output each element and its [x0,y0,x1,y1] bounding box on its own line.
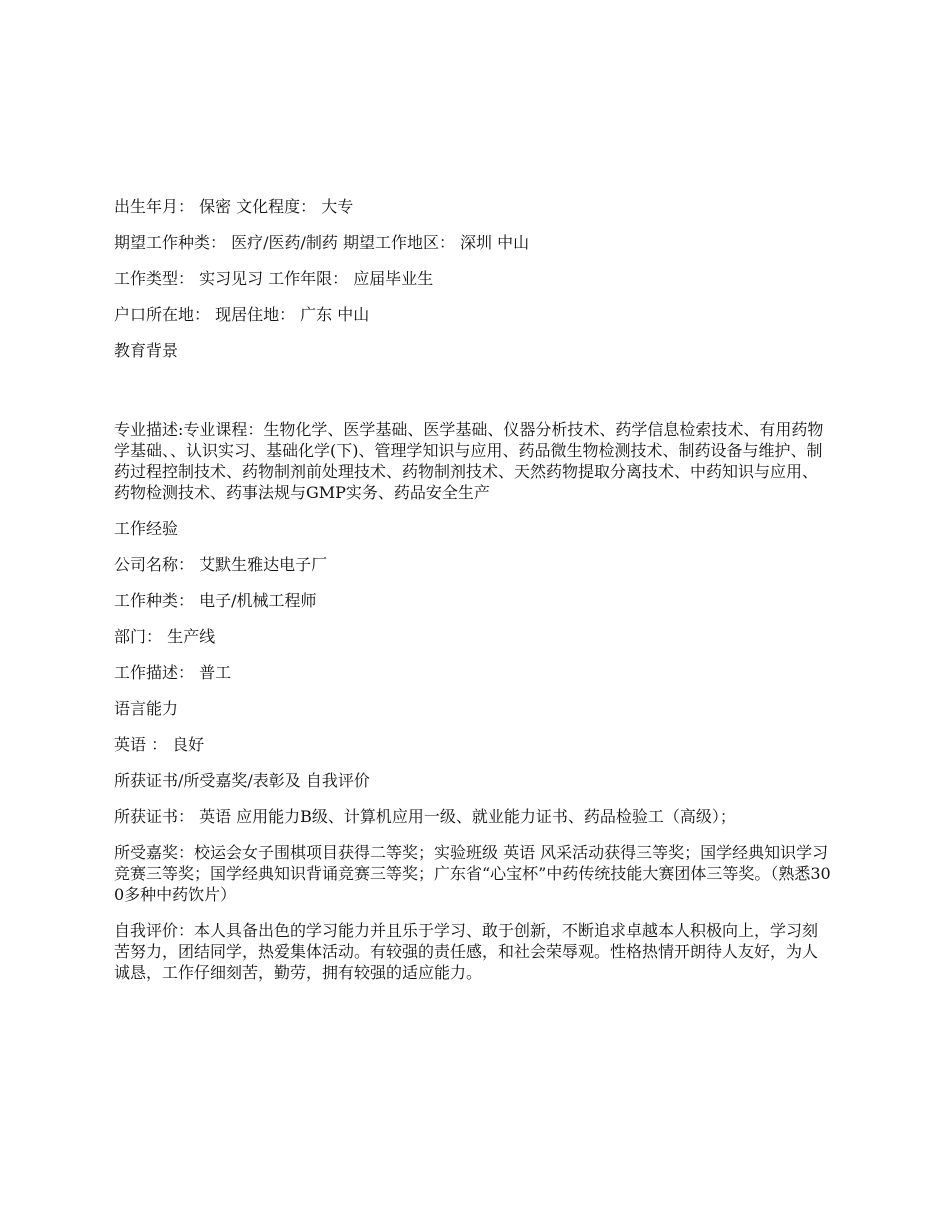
language-heading: 语言能力 [114,699,179,718]
department: 部门： 生产线 [114,627,216,646]
company-name: 公司名称： 艾默生雅达电子厂 [114,555,328,574]
education-heading: 教育背景 [114,341,179,360]
work-category: 工作种类： 电子/机械工程师 [114,591,317,610]
awards-heading: 所获证书/所受嘉奖/表彰及 自我评价 [114,771,370,790]
resume-content [114,196,832,998]
residence-line: 户口所在地： 现居住地： 广东 中山 [114,305,370,324]
major-description: 专业描述:专业课程：生物化学、医学基础、医学基础、仪器分析技术、药学信息检索技术、有用药物学基础、、认识实习、基础化学(下)、管理学知识与应用、药品微生物检测技术、制药设备与维护、制药过程控制技术、药物制剂前处理技术、药物制剂技术、天然药物提取分离技术、中药知识与应用、药物检测技术、药事法规与GMP实务、药品安全生产 [114,420,824,502]
education-blank-space [114,376,832,419]
certificates: 所获证书： 英语 应用能力B级、计算机应用一级、就业能力证书、药品检验工（高级）； [114,807,736,826]
work-experience-heading: 工作经验 [114,519,179,538]
job-type-line: 工作类型： 实习见习 工作年限： 应届毕业生 [114,269,434,288]
self-evaluation: 自我评价：本人具备出色的学习能力并且乐于学习、敢于创新，不断追求卓越本人积极向上，学习刻苦努力，团结同学，热爱集体活动。有较强的责任感，和社会荣辱观。性格热情开朗待人友好，为人诚恳，工作仔细刻苦，勤劳，拥有较强的适应能力。 [114,921,819,982]
work-description: 工作描述： 普工 [114,663,232,682]
desired-job-line: 期望工作种类： 医疗/医药/制药 期望工作地区： 深圳 中山 [114,233,530,252]
english-level: 英语 ： 良好 [114,735,205,754]
honors: 所受嘉奖：校运会女子围棋项目获得二等奖；实验班级 英语 风采活动获得三等奖；国学经典知识学习竞赛三等奖；国学经典知识背诵竞赛三等奖；广东省“心宝杯”中药传统技能大赛团体三等奖。（熟悉300多种中药饮片） [114,843,831,904]
birth-education-line: 出生年月： 保密 文化程度： 大专 [114,197,354,216]
